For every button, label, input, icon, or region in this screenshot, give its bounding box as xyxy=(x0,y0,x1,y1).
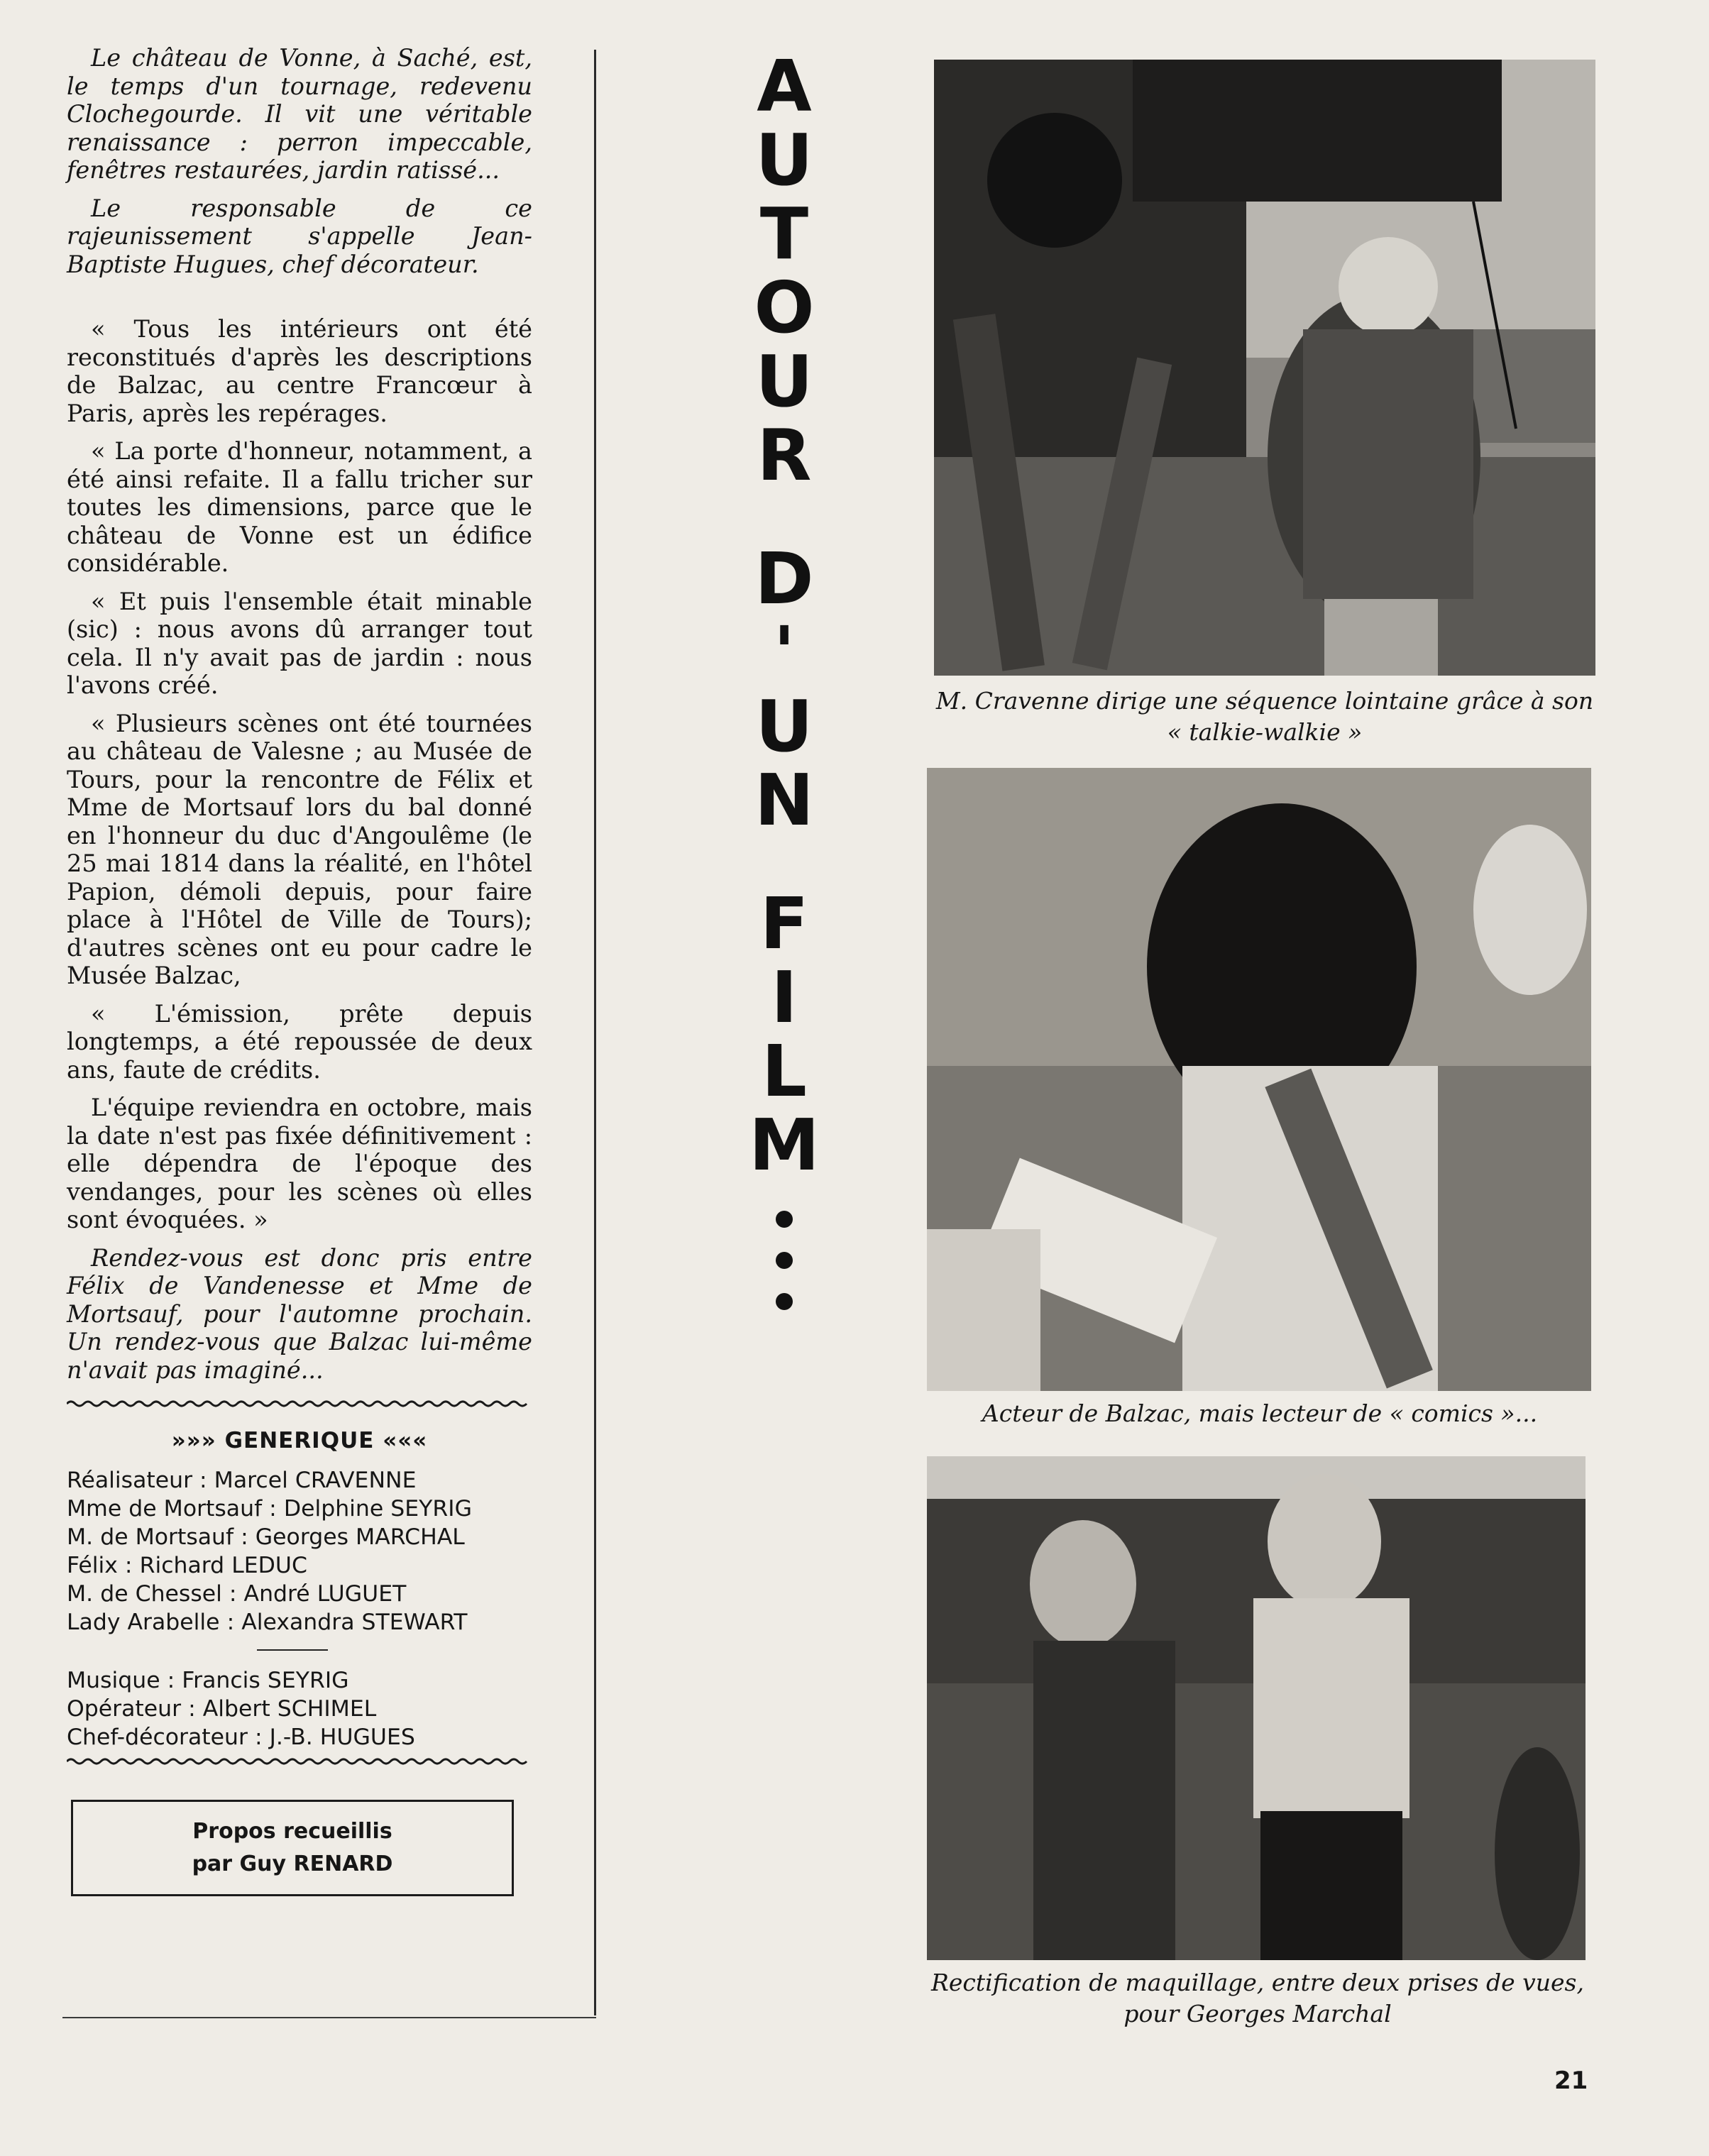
vertical-headline xyxy=(710,45,859,1334)
article-column xyxy=(67,44,532,1896)
credit-role: Félix xyxy=(67,1553,118,1578)
credit-name: Albert SCHIMEL xyxy=(202,1696,377,1722)
ellipsis-dot xyxy=(776,1252,793,1269)
headline-letter: D xyxy=(754,537,814,620)
credit-line: M. de Mortsauf : Georges MARCHAL xyxy=(67,1524,465,1550)
photo-caption: Acteur de Balzac, mais lecteur de « comics »... xyxy=(982,1399,1538,1427)
page-number: 21 xyxy=(1554,2067,1588,2095)
credit-name: Georges MARCHAL xyxy=(255,1524,465,1550)
propos-author: par Guy RENARD xyxy=(192,1852,393,1876)
credit-name: André LUGUET xyxy=(243,1581,407,1607)
credit-role: Mme de Mortsauf xyxy=(67,1496,263,1522)
credit-role: M. de Chessel xyxy=(67,1581,222,1607)
body-paragraph: « Tous les intérieurs ont été reconstitués d'après les descriptions de Balzac, au centre Francœur à Paris, après les repérages. xyxy=(67,315,532,427)
wavy-divider xyxy=(67,1399,528,1408)
headline-letter: L xyxy=(762,1030,807,1113)
headline-letter: R xyxy=(757,414,812,497)
credit-line: Mme de Mortsauf : Delphine SEYRIG xyxy=(67,1496,472,1522)
headline-letter: A xyxy=(757,45,812,128)
credit-name: Alexandra STEWART xyxy=(241,1610,468,1635)
credit-name: Richard LEDUC xyxy=(139,1553,307,1578)
headline-letter: U xyxy=(755,340,813,423)
body-paragraph: « L'émission, prête depuis longtemps, a été repoussée de deux ans, faute de crédits. xyxy=(67,999,532,1084)
credit-line: Lady Arabelle : Alexandra STEWART xyxy=(67,1610,468,1635)
column-rule xyxy=(594,50,596,2015)
outro-paragraph: Rendez-vous est donc pris entre Félix de Vandenesse et Mme de Mortsauf, pour l'automne prochain. Un rendez-vous que Balzac lui-même n'avait pas imaginé... xyxy=(67,1243,532,1384)
photo-makeup-touchup xyxy=(927,1456,1586,1960)
interview-credit-box xyxy=(71,1800,514,1896)
headline-letter: F xyxy=(759,882,809,965)
credit-name: Francis SEYRIG xyxy=(182,1668,349,1693)
credit-role: Réalisateur xyxy=(67,1468,193,1493)
headline-letter: O xyxy=(754,266,815,349)
credit-name: J.-B. HUGUES xyxy=(269,1725,415,1750)
photo-caption: M. Cravenne dirige une séquence lointaine grâce à son « talkie-walkie » xyxy=(935,687,1594,746)
credit-role: Lady Arabelle xyxy=(67,1610,220,1635)
credit-line: M. de Chessel : André LUGUET xyxy=(67,1581,407,1607)
headline-letter: U xyxy=(755,685,813,768)
credit-name: Marcel CRAVENNE xyxy=(214,1468,417,1493)
photo-director-camera xyxy=(934,60,1595,676)
crew-list xyxy=(67,1666,532,1751)
intro-paragraph: Le château de Vonne, à Saché, est, le temps d'un tournage, redevenu Clochegourde. Il vit une véritable renaissance : perron impeccable, fenêtres restaurées, jardin ratissé... xyxy=(67,44,532,184)
headline-gap xyxy=(710,493,859,542)
propos-line: Propos recueillis xyxy=(192,1819,392,1844)
cast-list xyxy=(67,1466,532,1637)
credit-separator xyxy=(257,1649,328,1651)
headline-letter: N xyxy=(754,759,814,842)
headline-gap xyxy=(710,837,859,887)
generique-title: »»» GENERIQUE ««« xyxy=(171,1428,428,1453)
body-paragraph: L'équipe reviendra en octobre, mais la date n'est pas fixée définitivement : elle dépendra de l'époque des vendanges, pour les scènes où elles sont évoquées. » xyxy=(67,1094,532,1233)
credit-line: Musique : Francis SEYRIG xyxy=(67,1668,349,1693)
photo-caption: Rectification de maquillage, entre deux prises de vues, pour Georges Marchal xyxy=(931,1969,1584,2028)
headline-letter: U xyxy=(755,119,813,202)
headline-letter: M xyxy=(749,1104,820,1187)
intro-paragraph: Le responsable de ce rajeunissement s'appelle Jean-Baptiste Hugues, chef décorateur. xyxy=(67,194,532,278)
body-paragraph: « Et puis l'ensemble était minable (sic) : nous avons dû arranger tout cela. Il n'y avait pas de jardin : nous l'avons créé. xyxy=(67,587,532,699)
headline-letter: I xyxy=(771,956,798,1039)
bottom-rule xyxy=(62,2017,596,2018)
credit-role: M. de Mortsauf xyxy=(67,1524,234,1550)
credit-name: Delphine SEYRIG xyxy=(283,1496,472,1522)
headline-letter: T xyxy=(759,192,809,275)
credit-role: Opérateur xyxy=(67,1696,182,1722)
wavy-divider xyxy=(67,1757,528,1766)
credit-line: Félix : Richard LEDUC xyxy=(67,1553,307,1578)
ellipsis-dot xyxy=(776,1211,793,1228)
credit-line: Opérateur : Albert SCHIMEL xyxy=(67,1696,377,1722)
credit-line: Chef-décorateur : J.-B. HUGUES xyxy=(67,1725,415,1750)
credit-role: Chef-décorateur xyxy=(67,1725,248,1750)
headline-letter: ' xyxy=(773,611,796,694)
photo-reader-comics xyxy=(927,768,1591,1391)
credit-role: Musique xyxy=(67,1668,160,1693)
body-paragraph: « Plusieurs scènes ont été tournées au château de Valesne ; au Musée de Tours, pour la rencontre de Félix et Mme de Mortsauf lors du bal donné en l'honneur du duc d'Angoulême (le 25 mai 1814 dans la réalité, en l'hôtel Papion, démoli depuis, pour faire place à l'Hôtel de Ville de Tours); d'autres scènes ont eu pour cadre le Musée Balzac, xyxy=(67,709,532,989)
ellipsis-dot xyxy=(776,1293,793,1310)
body-paragraph: « La porte d'honneur, notamment, a été ainsi refaite. Il a fallu tricher sur toutes les dimensions, parce que le château de Vonne est un édifice considérable. xyxy=(67,437,532,577)
credit-line: Réalisateur : Marcel CRAVENNE xyxy=(67,1468,417,1493)
